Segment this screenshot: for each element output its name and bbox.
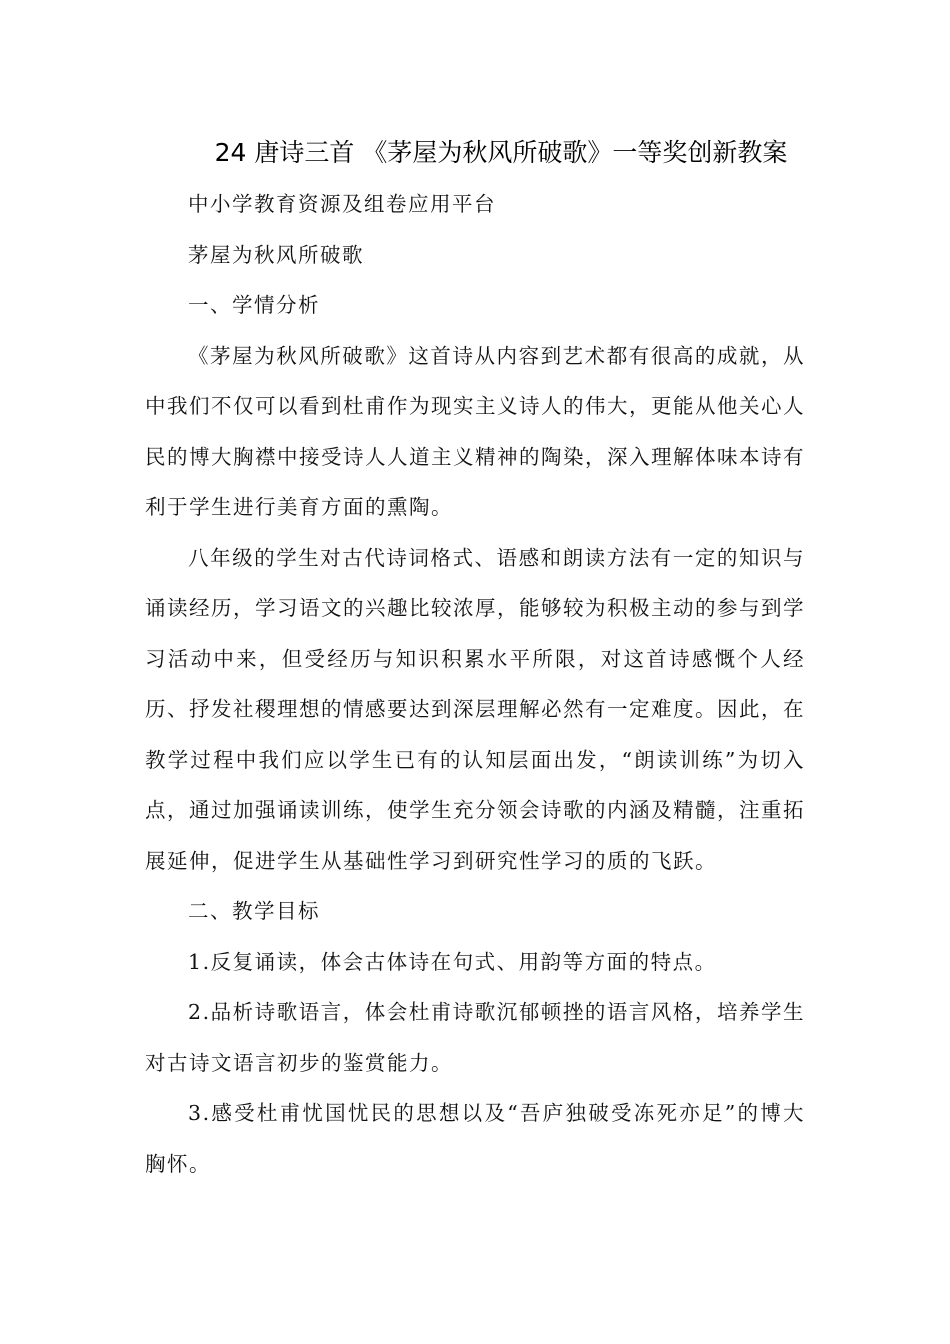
goal-item: 1.反复诵读，体会古体诗在句式、用韵等方面的特点。 — [188, 949, 717, 974]
goal-item: 3.感受杜甫忧国忧民的思想以及“吾庐独破受冻死亦足”的博大胸怀。 — [145, 1101, 805, 1176]
lesson-name: 茅屋为秋风所破歌 — [188, 242, 365, 267]
document-body — [145, 179, 805, 1189]
body-paragraph: 八年级的学生对古代诗词格式、语感和朗读方法有一定的知识与诵读经历，学习语文的兴趣比较浓厚，能够较为积极主动的参与到学习活动中来，但受经历与知识积累水平所限，对这首诗感慨个人经历、抒发社稷理想的情感要达到深层理解必然有一定难度。因此，在教学过程中我们应以学生已有的认知层面出发，“朗读训练”为切入点，通过加强诵读训练，使学生充分领会诗歌的内涵及精髓，注重拓展延伸，促进学生从基础性学习到研究性学习的质的飞跃。 — [145, 545, 805, 873]
body-paragraph: 《茅屋为秋风所破歌》这首诗从内容到艺术都有很高的成就，从中我们不仅可以看到杜甫作为现实主义诗人的伟大，更能从他关心人民的博大胸襟中接受诗人人道主义精神的陶染，深入理解体味本诗有利于学生进行美育方面的熏陶。 — [145, 343, 805, 519]
section-heading-goals: 二、教学目标 — [188, 899, 321, 923]
source-line: 中小学教育资源及组卷应用平台 — [188, 192, 497, 216]
goal-item: 2.品析诗歌语言，体会杜甫诗歌沉郁顿挫的语言风格，培养学生对古诗文语言初步的鉴赏能力。 — [145, 1000, 805, 1075]
document-title: 24 唐诗三首 《茅屋为秋风所破歌》一等奖创新教案 — [214, 138, 788, 167]
section-heading-analysis: 一、学情分析 — [188, 293, 321, 317]
